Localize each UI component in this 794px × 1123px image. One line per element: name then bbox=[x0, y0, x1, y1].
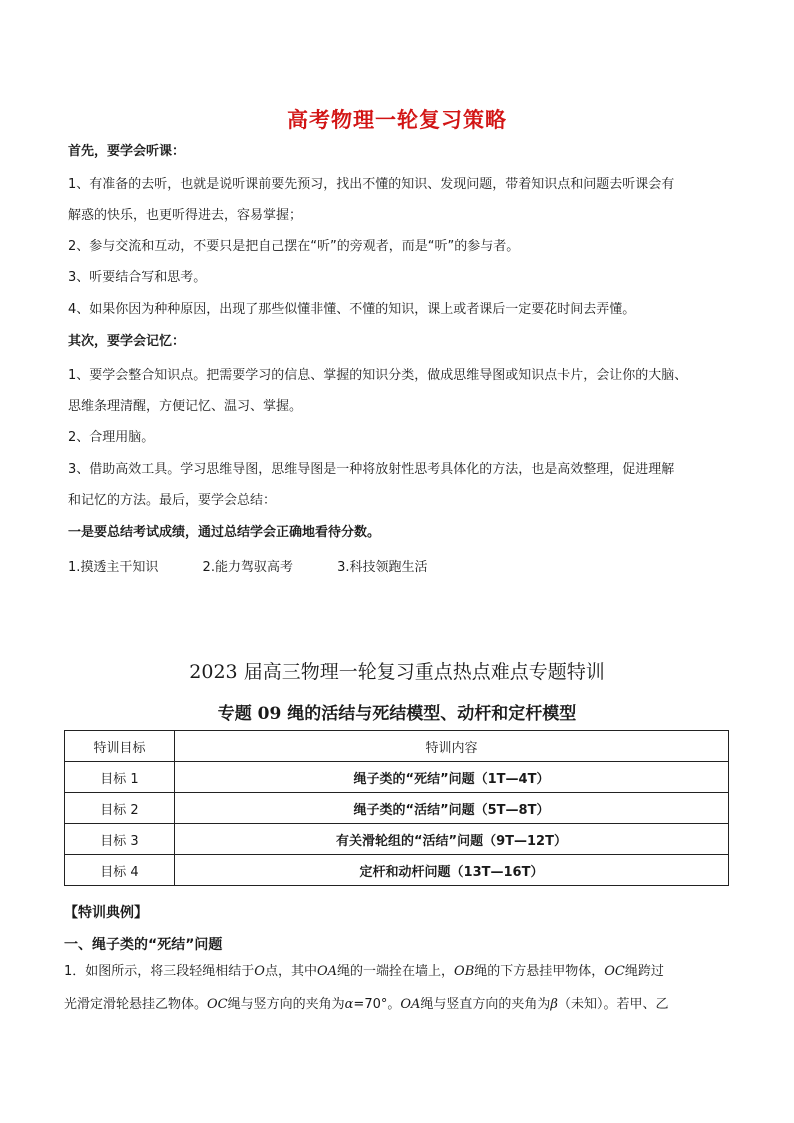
content-cell: 定杆和动杆问题（13T—16T） bbox=[175, 855, 729, 886]
summary-item: 2.能力驾驭高考 bbox=[202, 560, 293, 575]
section-heading-dead-knot: 一、绳子类的“死结”问题 bbox=[64, 937, 223, 953]
examples-heading: 【特训典例】 bbox=[64, 905, 148, 921]
section-heading-memory: 其次，要学会记忆： bbox=[68, 334, 186, 349]
table-row bbox=[65, 855, 729, 886]
training-goals-table bbox=[64, 730, 729, 886]
summary-bold-line: 一是要总结考试成绩，通过总结学会正确地看待分数。 bbox=[68, 525, 381, 540]
topic-heading: 专题 09 绳的活结与死结模型、动杆和定杆模型 bbox=[217, 704, 577, 724]
question-1-line-2: 光滑定滑轮悬挂乙物体。OC绳与竖方向的夹角为α=70°。OA绳与竖直方向的夹角为β（未知）。若甲、乙 bbox=[64, 997, 669, 1012]
summary-item: 3.科技领跑生活 bbox=[337, 560, 428, 575]
goal-cell: 目标 2 bbox=[65, 793, 175, 824]
section-heading-listening: 首先，要学会听课： bbox=[68, 144, 186, 159]
paragraph-line: 4、如果你因为种种原因，出现了那些似懂非懂、不懂的知识，课上或者课后一定要花时间去弄懂。 bbox=[68, 302, 636, 317]
table-row bbox=[65, 762, 729, 793]
summary-item: 1.摸透主干知识 bbox=[68, 560, 159, 575]
table-header-row bbox=[65, 731, 729, 762]
paragraph-line: 2、参与交流和互动，不要只是把自己摆在“听”的旁观者，而是“听”的参与者。 bbox=[68, 239, 520, 254]
paragraph-line: 3、借助高效工具。学习思维导图，思维导图是一种将放射性思考具体化的方法，也是高效整理，促进理解 bbox=[68, 462, 675, 477]
summary-items bbox=[68, 556, 468, 575]
paragraph-line: 解惑的快乐，也更听得进去，容易掌握； bbox=[68, 208, 303, 223]
content-cell: 有关滑轮组的“活结”问题（9T—12T） bbox=[175, 824, 729, 855]
table-header-cell: 特训内容 bbox=[175, 731, 729, 762]
goal-cell: 目标 4 bbox=[65, 855, 175, 886]
table-header-cell: 特训目标 bbox=[65, 731, 175, 762]
paragraph-line: 2、合理用脑。 bbox=[68, 430, 155, 445]
content-cell: 绳子类的“活结”问题（5T—8T） bbox=[175, 793, 729, 824]
series-heading: 2023 届高三物理一轮复习重点热点难点专题特训 bbox=[189, 661, 605, 683]
table-row bbox=[65, 824, 729, 855]
document-title: 高考物理一轮复习策略 bbox=[287, 108, 507, 132]
question-1-line-1: 1．如图所示，将三段轻绳相结于O点，其中OA绳的一端拴在墙上，OB绳的下方悬挂甲物体，OC绳跨过 bbox=[64, 964, 664, 979]
paragraph-line: 思维条理清醒，方便记忆、温习、掌握。 bbox=[68, 399, 303, 414]
paragraph-line: 1、要学会整合知识点。把需要学习的信息、掌握的知识分类，做成思维导图或知识点卡片，会让你的大脑、 bbox=[68, 368, 688, 383]
paragraph-line: 3、听要结合写和思考。 bbox=[68, 270, 207, 285]
content-cell: 绳子类的“死结”问题（1T—4T） bbox=[175, 762, 729, 793]
goal-cell: 目标 1 bbox=[65, 762, 175, 793]
table-row bbox=[65, 793, 729, 824]
paragraph-line: 和记忆的方法。最后，要学会总结： bbox=[68, 493, 277, 508]
paragraph-line: 1、有准备的去听，也就是说听课前要先预习，找出不懂的知识、发现问题，带着知识点和问题去听课会有 bbox=[68, 177, 675, 192]
goal-cell: 目标 3 bbox=[65, 824, 175, 855]
